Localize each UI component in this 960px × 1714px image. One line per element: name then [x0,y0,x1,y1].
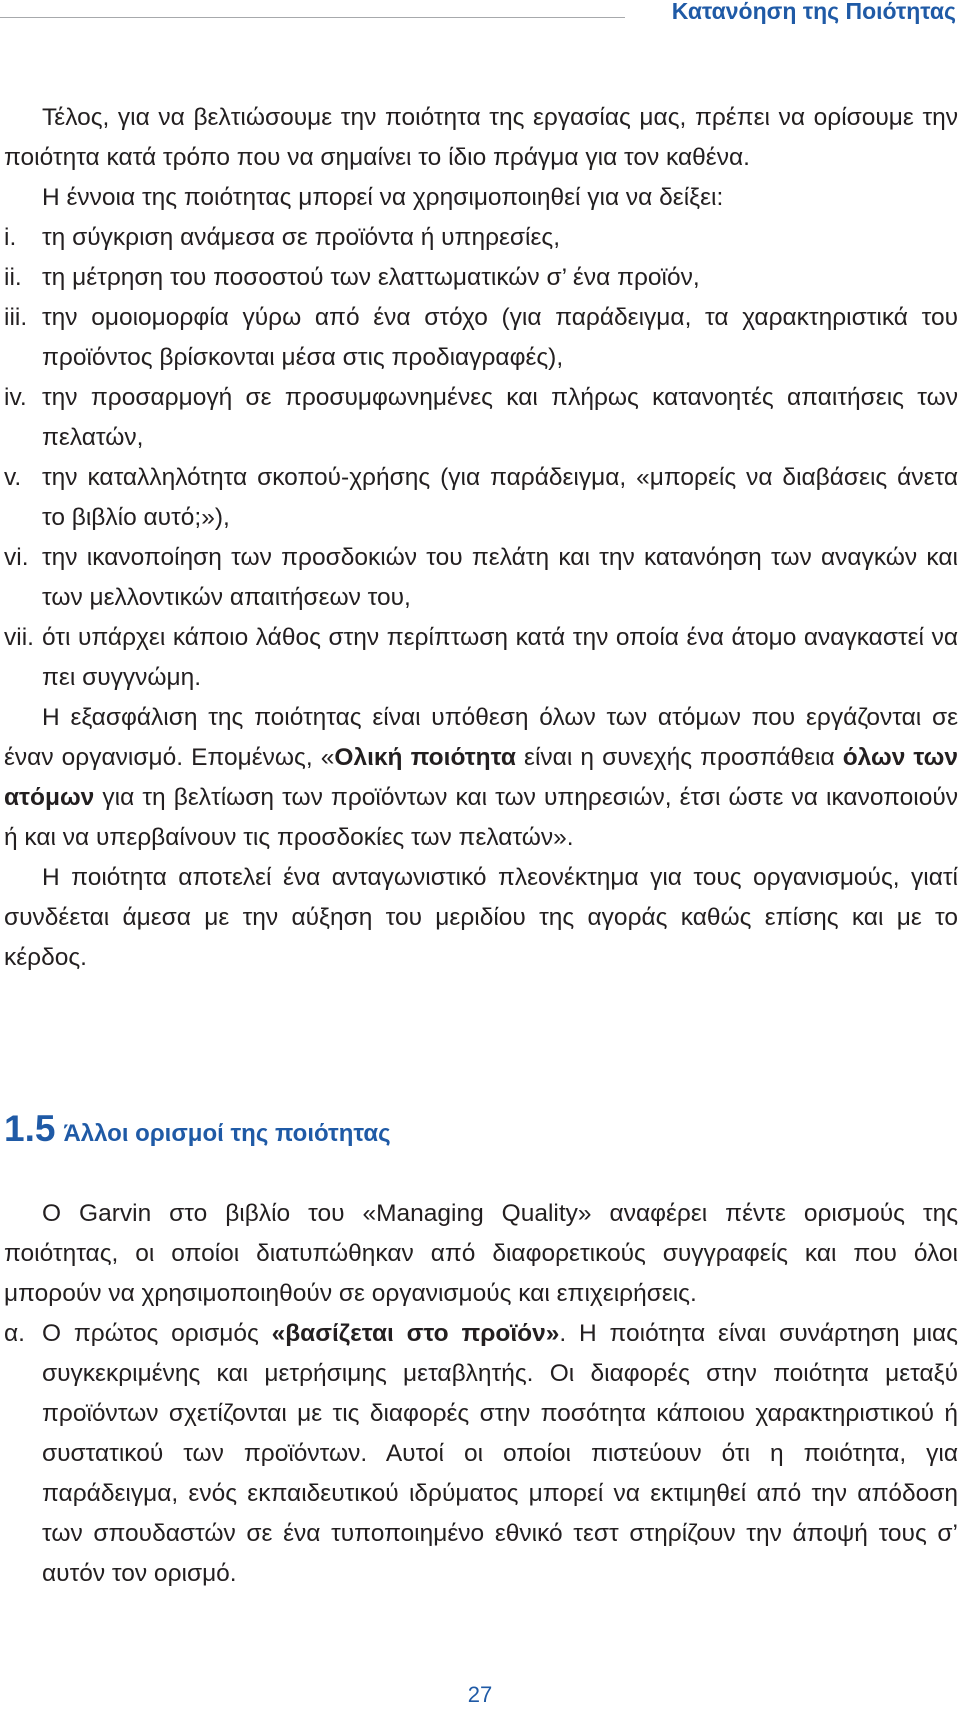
text-run: για τη βελτίωση των προϊόντων και των υπηρεσιών, έτσι ώστε να ικανοποιούν ή και να υπερβαίνουν τις προσδοκίες των πελατών». [4,784,958,851]
list-marker: iv. [4,384,27,411]
list-item-text: τη μέτρηση του ποσοστού των ελαττωματικών σ’ ένα προϊόν, [42,264,700,291]
bold-phrase: «βασίζεται στο προϊόν» [271,1320,560,1347]
section-number: 1.5 [4,1108,56,1149]
text-run: Η εξασφάλιση της ποιότητας είναι υπόθεση όλων των ατόμων που εργάζονται σε έναν οργανισμό. Επομένως, « [4,704,958,771]
list-item [4,218,958,258]
list-marker: ii. [4,264,22,291]
page-body [4,98,958,978]
text-run: Ο πρώτος ορισμός [42,1320,272,1347]
text-run: είναι η συνεχής προσπάθεια [515,744,843,771]
list-item-text: την ομοιομορφία γύρω από ένα στόχο (για παράδειγμα, τα χαρακτηριστικά του προϊόντος βρίσκονται μέσα στις προδιαγραφές), [42,304,958,371]
running-header: Κατανόηση της Ποιότητας [671,0,956,24]
header-rule [0,17,625,18]
section-title: Άλλοι ορισμοί της ποιότητας [63,1120,391,1147]
list-marker: v. [4,464,22,491]
list-item [4,258,958,298]
list-item [4,458,958,538]
list-item-text: την προσαρμογή σε προσυμφωνημένες και πλήρως κατανοητές απαιτήσεις των πελατών, [42,384,958,451]
list-item-text: την καταλληλότητα σκοπού-χρήσης (για παράδειγμα, «μπορείς να διαβάσεις άνετα το βιβλίο αυτό;»), [42,464,958,531]
list-item [4,538,958,618]
list-item [4,378,958,458]
section-heading [4,1108,391,1150]
list-item-text: τη σύγκριση ανάμεσα σε προϊόντα ή υπηρεσίες, [42,224,561,251]
page-body-2 [4,1194,958,1594]
list-marker: i. [4,224,17,251]
list-item-text: ότι υπάρχει κάποιο λάθος στην περίπτωση κατά την οποία ένα άτομο αναγκαστεί να πει συγγνώμη. [42,624,958,691]
list-marker: vii. [4,624,34,651]
paragraph: Η ποιότητα αποτελεί ένα ανταγωνιστικό πλεονέκτημα για τους οργανισμούς, γιατί συνδέεται άμεσα με την αύξηση του μεριδίου της αγοράς καθώς επίσης και με το κέρδος. [4,864,958,971]
list-marker: vi. [4,544,29,571]
paragraph: O Garvin στο βιβλίο του «Managing Quality» αναφέρει πέντε ορισμούς της ποιότητας, οι οποίοι διατυπώθηκαν από διαφορετικούς συγγραφείς και που όλοι μπορούν να χρησιμοποιηθούν σε οργανισμούς και επιχειρήσεις. [4,1200,958,1307]
page-number: 27 [467,1682,493,1707]
list-item [4,298,958,378]
paragraph: Η έννοια της ποιότητας μπορεί να χρησιμοποιηθεί για να δείξει: [42,184,724,211]
paragraph [4,698,958,858]
list-item [4,618,958,698]
text-run: . Η ποιότητα είναι συνάρτηση μιας συγκεκριμένης και μετρήσιμης μεταβλητής. Οι διαφορές στην ποιότητα μεταξύ προϊόντων σχετίζονται με τις διαφορές στην ποσότητα κάποιου χαρακτηριστικού ή συστατικού των προϊόντων. Αυτοί οι οποίοι πιστεύουν ότι η ποιότητα, για παράδειγμα, ενός εκπαιδευτικού ιδρύματος μπορεί να εκτιμηθεί από την απόδοση των σπουδαστών σε ένα τυποποιημένο εθνικό τεστ στηρίζουν την άποψή τους σ’ αυτόν τον ορισμό. [42,1320,958,1587]
usage-list [4,218,958,698]
definition-item [4,1314,958,1594]
bold-phrase: Ολική ποιότητα [334,744,516,771]
list-marker: α. [4,1320,25,1347]
paragraph: Τέλος, για να βελτιώσουμε την ποιότητα της εργασίας μας, πρέπει να ορίσουμε την ποιότητα κατά τρόπο που να σημαίνει το ίδιο πράγμα για τον καθένα. [4,104,958,171]
bold-phrase: όλων των ατόμων [4,744,958,811]
list-marker: iii. [4,304,28,331]
list-item-text: την ικανοποίηση των προσδοκιών του πελάτη και την κατανόηση των αναγκών και των μελλοντικών απαιτήσεων του, [42,544,958,611]
